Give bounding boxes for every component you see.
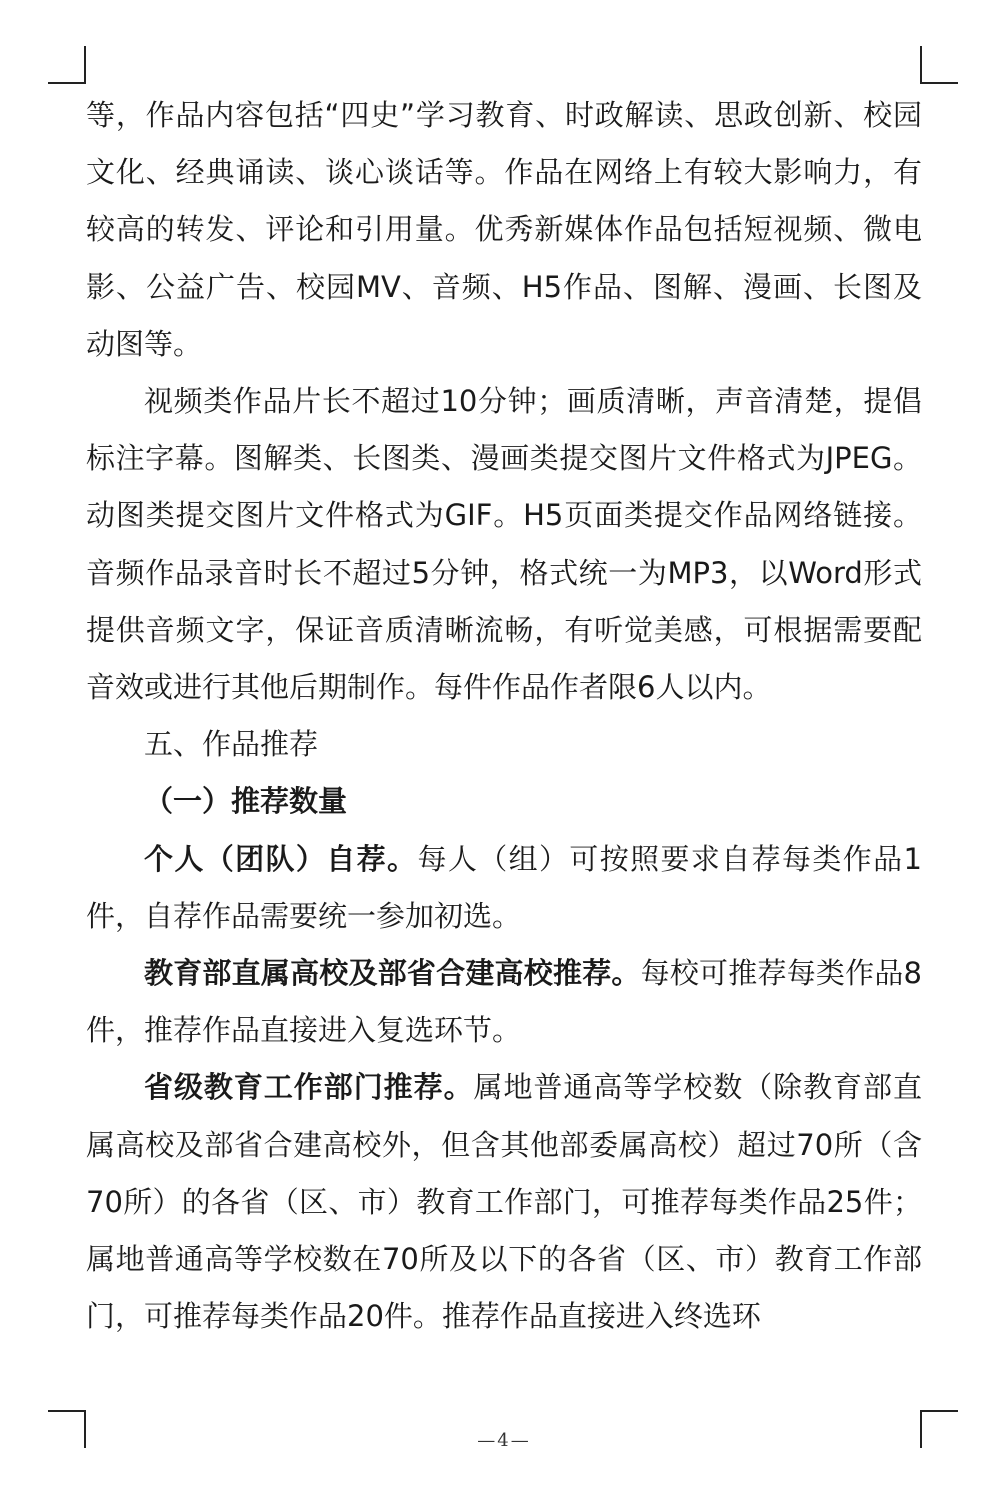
paragraph-province-recommend (86, 1059, 922, 1345)
item-lead: 教育部直属高校及部省合建高校推荐。 (144, 956, 641, 991)
subsection-heading: （一）推荐数量 (144, 784, 348, 819)
paragraph-university-recommend (86, 945, 922, 1059)
document-body (86, 87, 922, 1345)
page-number: —4— (477, 1430, 531, 1451)
item-text: 每人（组）可按照要求自荐每类作品1件，自荐作品需要统一参加初选。 (86, 841, 922, 933)
item-text: 属地普通高等学校数（除教育部直属高校及部省合建高校外，但含其他部委属高校）超过70所（含70所）的各省（区、市）教育工作部门，可推荐每类作品25件；属地普通高等学校数在70所及以下的各省（区、市）教育工作部门，可推荐每类作品20件。推荐作品直接进入终选环 (86, 1070, 922, 1334)
paragraph-format-requirements: 视频类作品片长不超过10分钟；画质清晰，声音清楚，提倡标注字幕。图解类、长图类、漫画类提交图片文件格式为JPEG。动图类提交图片文件格式为GIF。H5页面类提交作品网络链接。音频作品录音时长不超过5分钟，格式统一为MP3，以Word形式提供音频文字，保证音质清晰流畅，有听觉美感，可根据需要配音效或进行其他后期制作。每件作品作者限6人以内。 (86, 384, 922, 705)
item-lead: 个人（团队）自荐。 (144, 841, 418, 876)
crop-mark-top-right (920, 46, 958, 84)
section-heading: 五、作品推荐 (144, 727, 319, 762)
item-text: 每校可推荐每类作品8件，推荐作品直接进入复选环节。 (86, 956, 922, 1048)
paragraph-continuation: 等，作品内容包括“四史”学习教育、时政解读、思政创新、校园文化、经典诵读、谈心谈话等。作品在网络上有较大影响力，有较高的转发、评论和引用量。优秀新媒体作品包括短视频、微电影、公益广告、校园MV、音频、H5作品、图解、漫画、长图及动图等。 (86, 98, 922, 361)
item-lead: 省级教育工作部门推荐。 (144, 1070, 474, 1105)
paragraph-self-recommend (86, 831, 922, 945)
crop-mark-top-left (48, 46, 86, 84)
